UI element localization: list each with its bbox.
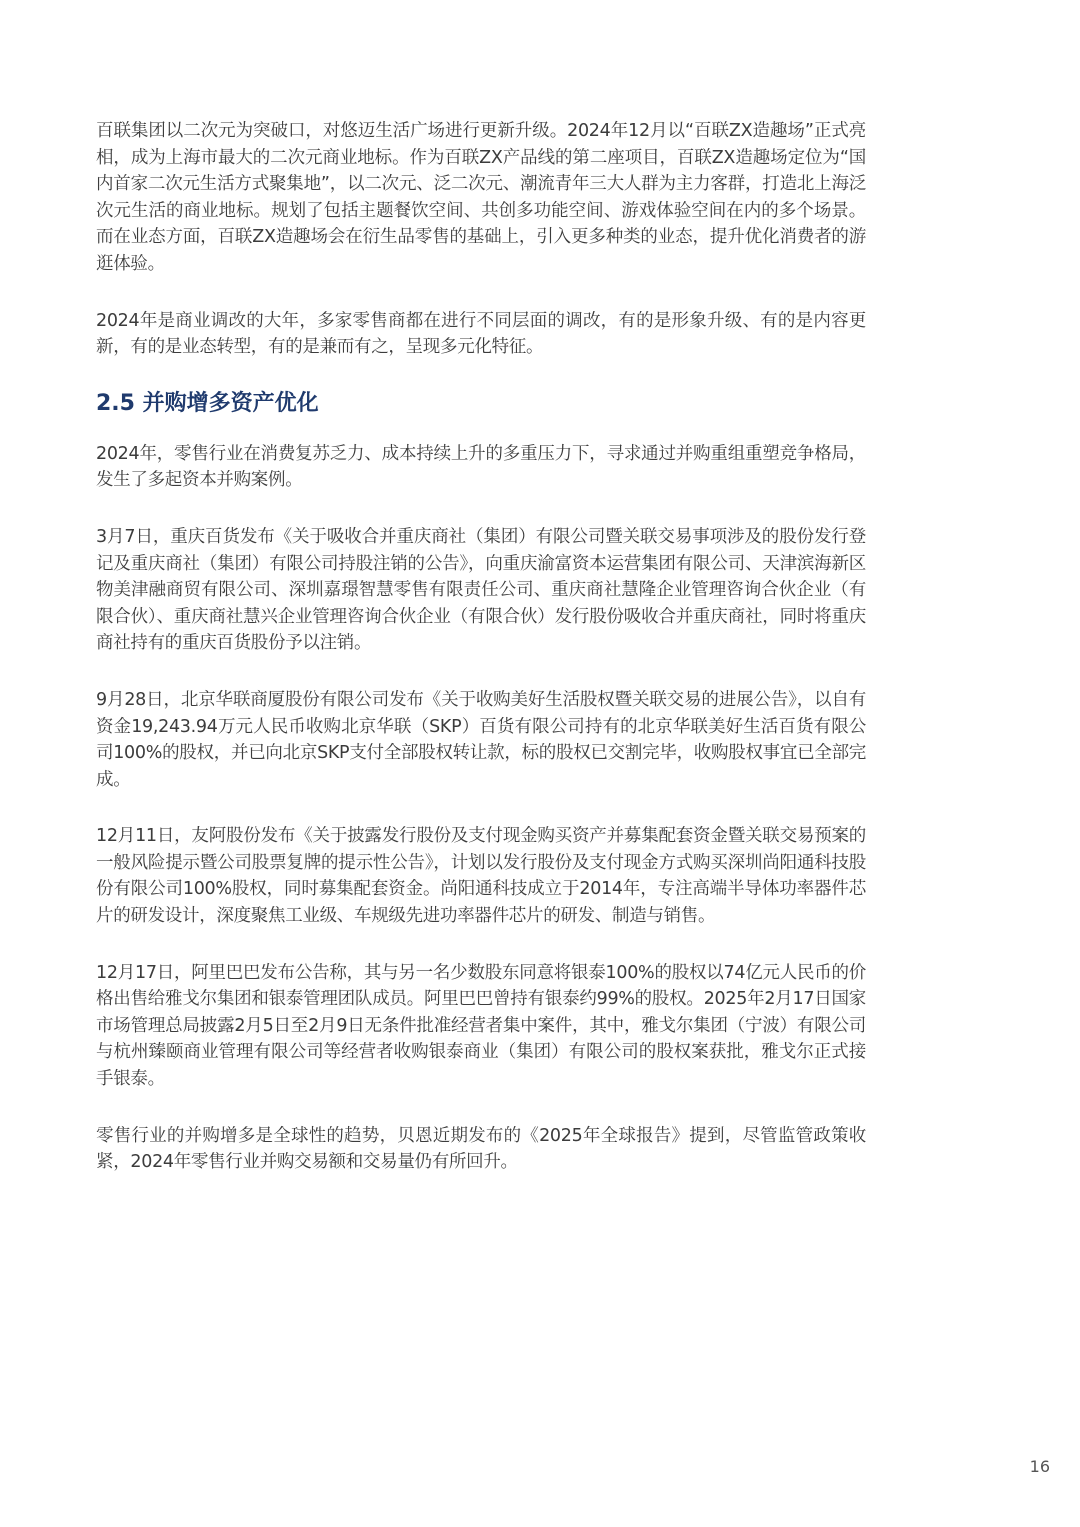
paragraph-ma-intro: 2024年，零售行业在消费复苏乏力、成本持续上升的多重压力下，寻求通过并购重组重塑竞争格局，发生了多起资本并购案例。 [96,443,866,491]
paragraph-global-trend: 零售行业的并购增多是全球性的趋势，贝恩近期发布的《2025年全球报告》提到，尽管监管政策收紧，2024年零售行业并购交易额和交易量仍有所回升。 [96,1125,866,1173]
section-heading: 2.5 并购增多资产优化 [96,390,319,416]
paragraph-youa: 12月11日，友阿股份发布《关于披露发行股份及支付现金购买资产并募集配套资金暨关联交易预案的一般风险提示暨公司股票复牌的提示性公告》，计划以发行股份及支付现金方式购买深圳尚阳通科技股份有限公司100%股权，同时募集配套资金。尚阳通科技成立于2014年，专注高端半导体功率器件芯片的研发设计，深度聚焦工业级、车规级先进功率器件芯片的研发、制造与销售。 [96,826,866,927]
document-body [96,118,866,1176]
paragraph-renovation-year: 2024年是商业调改的大年，多家零售商都在进行不同层面的调改，有的是形象升级、有的是内容更新，有的是业态转型，有的是兼而有之，呈现多元化特征。 [96,310,866,358]
paragraph-bailian-zx: 百联集团以二次元为突破口，对悠迈生活广场进行更新升级。2024年12月以“百联ZX造趣场”正式亮相，成为上海市最大的二次元商业地标。作为百联ZX产品线的第二座项目，百联ZX造趣场定位为“国内首家二次元生活方式聚集地”，以二次元、泛二次元、潮流青年三大人群为主力客群，打造北上海泛次元生活的商业地标。规划了包括主题餐饮空间、共创多功能空间、游戏体验空间在内的多个场景。而在业态方面，百联ZX造趣场会在衍生品零售的基础上，引入更多种类的业态，提升优化消费者的游逛体验。 [96,121,866,274]
paragraph-beijing-hualian: 9月28日，北京华联商厦股份有限公司发布《关于收购美好生活股权暨关联交易的进展公告》，以自有资金19,243.94万元人民币收购北京华联（SKP）百货有限公司持有的北京华联美好生活百货有限公司100%的股权，并已向北京SKP支付全部股权转让款，标的股权已交割完毕，收购股权事宜已全部完成。 [96,689,866,790]
paragraph-alibaba-intime: 12月17日，阿里巴巴发布公告称，其与另一名少数股东同意将银泰100%的股权以74亿元人民币的价格出售给雅戈尔集团和银泰管理团队成员。阿里巴巴曾持有银泰约99%的股权。2025年2月17日国家市场管理总局披露2月5日至2月9日无条件批准经营者集中案件，其中，雅戈尔集团（宁波）有限公司与杭州臻颐商业管理有限公司等经营者收购银泰商业（集团）有限公司的股权案获批，雅戈尔正式接手银泰。 [96,962,866,1090]
paragraph-chongqing-department-store: 3月7日，重庆百货发布《关于吸收合并重庆商社（集团）有限公司暨关联交易事项涉及的股份发行登记及重庆商社（集团）有限公司持股注销的公告》，向重庆渝富资本运营集团有限公司、天津滨海新区物美津融商贸有限公司、深圳嘉璟智慧零售有限责任公司、重庆商社慧隆企业管理咨询合伙企业（有限合伙）、重庆商社慧兴企业管理咨询合伙企业（有限合伙）发行股份吸收合并重庆商社，同时将重庆商社持有的重庆百货股份予以注销。 [96,526,866,654]
page-number: 16 [1029,1457,1050,1476]
